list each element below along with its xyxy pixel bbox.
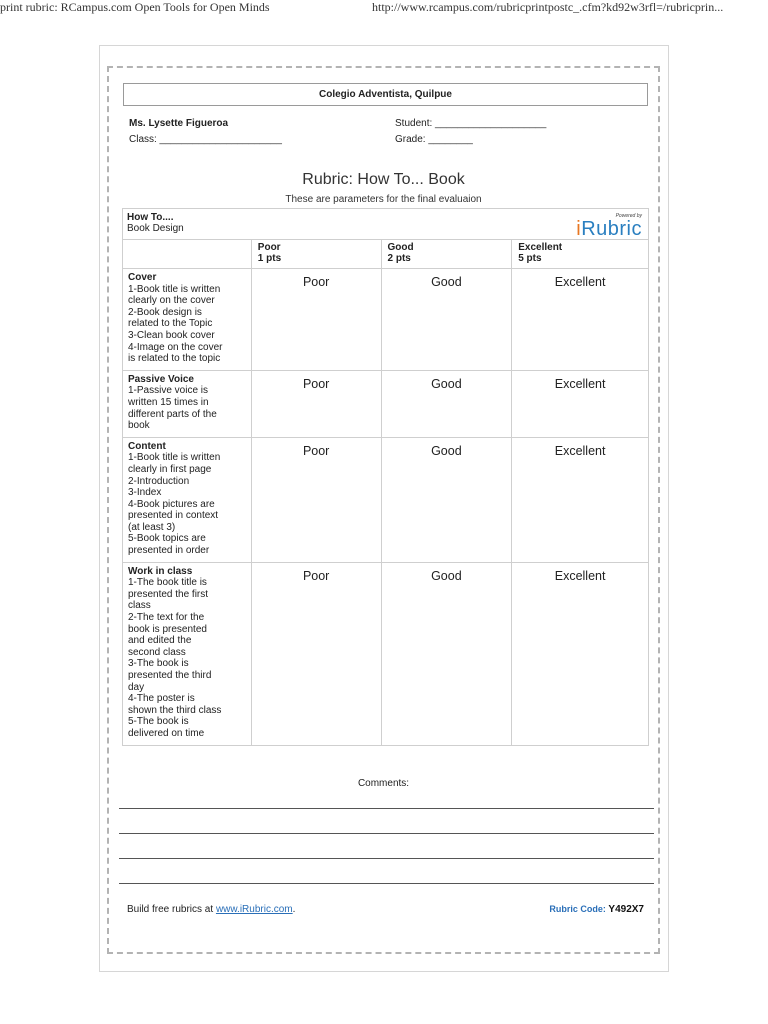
criterion-row [123,562,649,745]
comments-label: Comments: [357,778,410,789]
criterion-line: 1-Book title is written [128,452,221,464]
criterion-line: 1-The book title is [128,577,207,589]
criterion-line: 5-The book is [128,716,189,728]
school-name: Colegio Adventista, Quilpue [123,83,648,106]
grade-field: Grade: ________ [395,134,473,145]
score-cell[interactable]: Poor [251,269,381,371]
rubric-title: Rubric: How To... Book [302,171,465,188]
criterion-name: Work in class [128,565,193,577]
criterion-row [123,437,649,562]
criterion-line: 1-Book title is written [128,283,221,295]
criterion-line: delivered on time [128,727,205,739]
footer-build-text: Build free rubrics at www.iRubric.com. [127,904,296,915]
score-cell[interactable]: Excellent [512,370,649,437]
score-cell[interactable]: Good [381,562,512,745]
criterion-line: presented the third [128,670,212,681]
criterion-line: class [128,600,151,612]
criterion-line: 2-Book design is [128,306,202,318]
irubric-logo[interactable] [562,213,642,239]
powered-by-label: Powered by [615,213,642,219]
criterion-line: second class [128,646,186,658]
comment-line [119,808,654,809]
criterion-line: 2-Introduction [128,475,190,487]
criterion-line: 3-The book is [128,658,189,670]
comment-line [119,833,654,834]
criterion-line: is related to the topic [128,353,221,365]
irubric-link[interactable]: www.iRubric.com [215,904,293,915]
level-header: Excellent 5 pts [512,240,649,269]
criterion-line: and edited the [128,635,192,647]
document-page [99,45,669,972]
criterion-line: 4-Image on the cover [128,341,223,353]
criterion-name: Cover [128,272,157,283]
criterion-line: book is presented [128,623,207,635]
criterion-line: book [128,420,150,432]
score-cell[interactable]: Excellent [512,269,649,371]
score-cell[interactable]: Poor [251,562,381,745]
score-cell[interactable]: Good [381,269,512,371]
student-field: Student: ____________________ [395,118,547,129]
levels-row [123,240,649,269]
criterion-line: (at least 3) [128,521,176,533]
criterion-description [123,437,252,562]
criterion-line: 3-Clean book cover [128,329,215,341]
irubric-brand: iRubric [576,218,642,240]
rubric-subtitle: These are parameters for the final evaluaion [285,194,482,205]
rubric-subheading: Book Design [127,223,184,234]
rubric-table [122,208,649,746]
print-header [0,0,768,16]
level-header: Poor 1 pts [251,240,381,269]
criterion-line: clearly on the cover [128,295,215,307]
criterion-description [123,370,252,437]
criterion-name: Content [128,440,166,452]
rubric-header [123,209,649,240]
comment-line [119,883,654,884]
criterion-line: different parts of the [128,408,217,420]
criterion-line: 2-The text for the [128,612,205,624]
rubric-code: Rubric Code: Y492X7 [549,904,644,915]
page-url: http://www.rcampus.com/rubricprintpostc_.cfm?kd92w3rfl=/rubricprin... [372,0,724,14]
criterion-row [123,370,649,437]
criterion-line: 5-Book topics are [128,533,206,545]
criterion-description [123,562,252,745]
class-field: Class: ______________________ [129,134,282,145]
criterion-name: Passive Voice [128,373,194,385]
criterion-line: presented the first [128,588,209,600]
criterion-line: day [128,681,145,693]
level-header: Good 2 pts [381,240,512,269]
score-cell[interactable]: Excellent [512,562,649,745]
score-cell[interactable]: Good [381,437,512,562]
score-cell[interactable]: Poor [251,437,381,562]
criterion-line: shown the third class [128,704,222,716]
rubric-header-row [123,209,649,240]
criterion-line: 4-Book pictures are [128,498,215,510]
criterion-line: written 15 times in [128,396,209,408]
criterion-line: presented in order [128,545,210,557]
dashed-frame [107,66,660,954]
criterion-line: clearly in first page [128,463,212,475]
criterion-line: related to the Topic [128,318,213,330]
criterion-line: 1-Passive voice is [128,385,209,397]
criterion-description [123,269,252,371]
page-title: print rubric: RCampus.com Open Tools for Open Minds [0,0,270,14]
score-cell[interactable]: Good [381,370,512,437]
score-cell[interactable]: Poor [251,370,381,437]
criterion-line: 3-Index [128,487,162,499]
criterion-line: presented in context [128,510,219,522]
teacher-name: Ms. Lysette Figueroa [129,118,229,129]
comment-line [119,858,654,859]
rubric-code-value: Y492X7 [608,904,644,915]
score-cell[interactable]: Excellent [512,437,649,562]
criterion-line: 4-The poster is [128,693,195,705]
criterion-row [123,269,649,371]
levels-empty-cell [123,240,252,269]
rubric-heading: How To.... [127,212,174,223]
